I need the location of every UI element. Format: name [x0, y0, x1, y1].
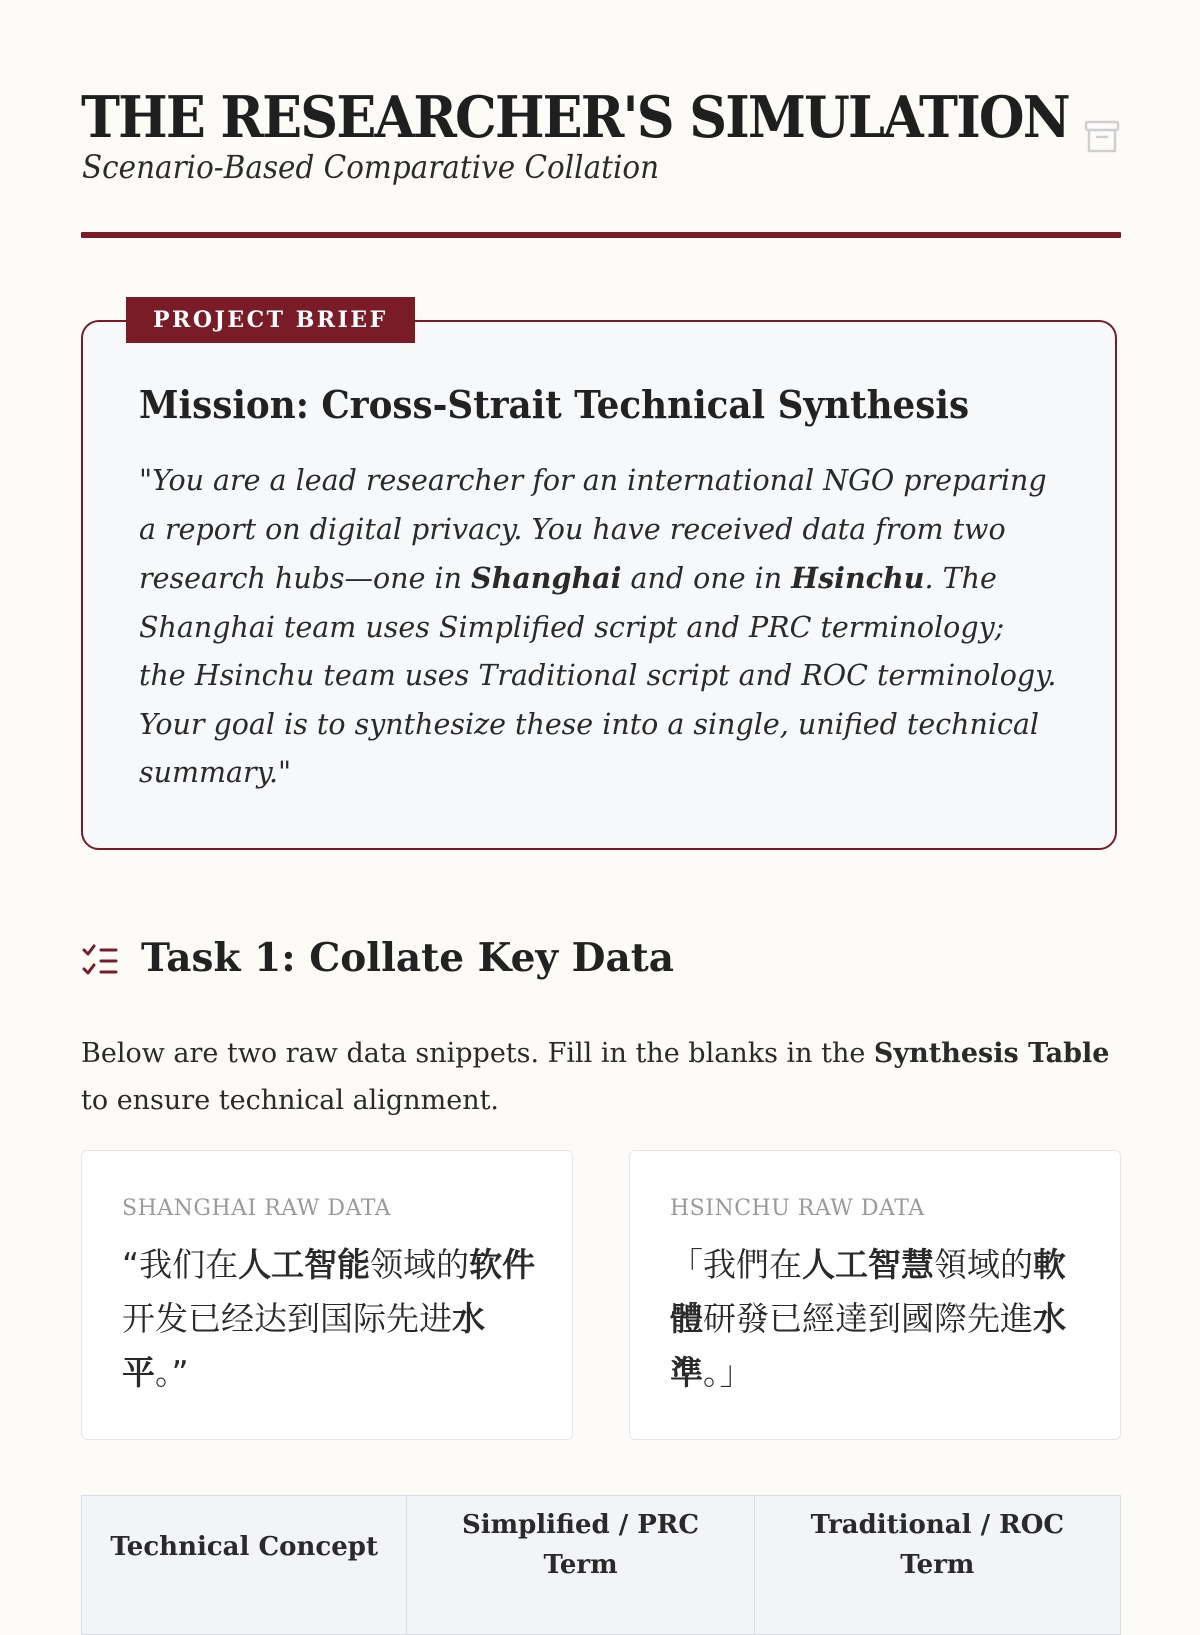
task-1-title: Task 1: Collate Key Data: [141, 935, 675, 981]
shanghai-data-label: SHANGHAI RAW DATA: [122, 1196, 392, 1221]
snippet-text: 。」: [703, 1353, 753, 1392]
checklist-icon: [81, 943, 119, 979]
header-divider: [81, 232, 1121, 238]
snippet-keyword: 人工智能: [238, 1245, 371, 1284]
table-header-label: Simplified / PRC Term: [461, 1510, 700, 1580]
task-desc-text: to ensure technical alignment.: [81, 1085, 500, 1116]
snippet-text: 「我們在: [670, 1245, 802, 1284]
snippet-text: “我们在: [122, 1245, 239, 1284]
snippet-text: 领域的: [370, 1245, 470, 1284]
shanghai-data-text: [122, 1238, 542, 1400]
table-header-traditional: [755, 1496, 1120, 1634]
brief-body: [139, 457, 1059, 798]
hsinchu-data-label: HSINCHU RAW DATA: [670, 1196, 925, 1221]
brief-hsinchu: Hsinchu: [791, 561, 925, 595]
snippet-keyword: 水準: [670, 1299, 1066, 1392]
hsinchu-data-text: [670, 1238, 1090, 1400]
page: [81, 0, 1121, 1580]
archive-icon[interactable]: [1083, 118, 1121, 156]
shanghai-data-card: [81, 1150, 573, 1440]
table-header-label: Technical Concept: [110, 1532, 378, 1562]
brief-text: and one in: [621, 562, 792, 595]
synthesis-table: [81, 1495, 1121, 1635]
table-header-label: Traditional / ROC Term: [810, 1510, 1065, 1580]
task-1-header: [81, 935, 1121, 995]
hsinchu-data-card: [629, 1150, 1121, 1440]
task-desc-text: Below are two raw data snippets. Fill in the blanks in the: [81, 1038, 874, 1069]
page-header: [81, 0, 1121, 242]
snippet-text: 研發已經達到國際先進: [703, 1299, 1033, 1338]
page-subtitle: Scenario-Based Comparative Collation: [82, 148, 660, 186]
snippet-keyword: 人工智慧: [802, 1245, 934, 1284]
page-title: THE RESEARCHER'S SIMULATION: [81, 84, 1069, 151]
table-header-concept: [82, 1496, 407, 1634]
brief-text: . The Shanghai team uses Simplified script and PRC terminology; the Hsinchu team uses Traditional script and ROC terminology. Your goal is to synthesize these into a single, unified technical summary.": [139, 562, 1057, 789]
snippet-text: 开发已经达到国际先进: [122, 1299, 452, 1338]
snippet-keyword: 軟體: [670, 1245, 1066, 1338]
synthesis-table-ref: Synthesis Table: [873, 1038, 1110, 1069]
brief-text: "You are a lead researcher for an international NGO preparing a report on digital privacy. You have received data from two research hubs—one in: [139, 464, 1047, 595]
snippet-keyword: 软件: [469, 1245, 536, 1284]
task-1-description: [81, 1030, 1121, 1124]
brief-heading: Mission: Cross-Strait Technical Synthesis: [139, 382, 970, 427]
table-header-simplified: [407, 1496, 754, 1634]
snippet-keyword: 水平: [122, 1299, 485, 1392]
project-brief-card: [81, 307, 1117, 850]
project-brief-tag: PROJECT BRIEF: [126, 297, 415, 343]
snippet-text: 領域的: [934, 1245, 1033, 1284]
brief-shanghai: Shanghai: [471, 561, 622, 595]
snippet-text: 。”: [155, 1353, 189, 1392]
